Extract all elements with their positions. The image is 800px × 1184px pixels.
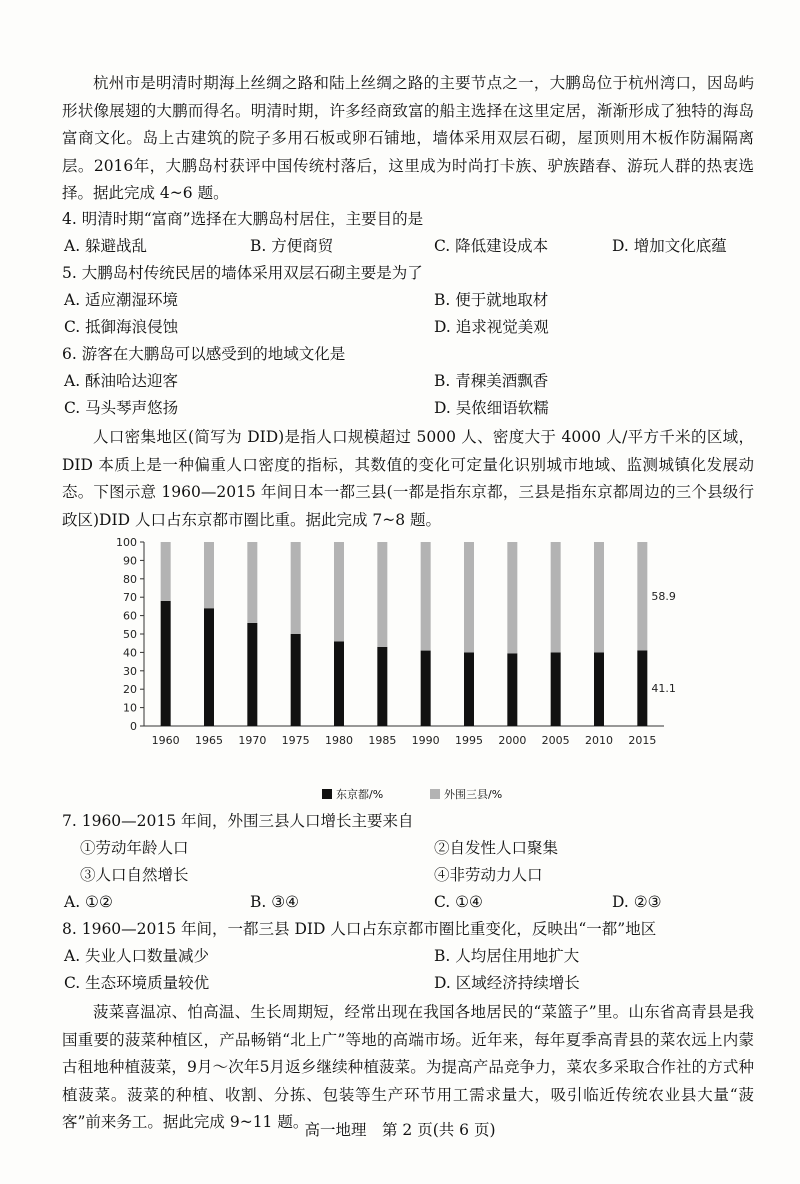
question-8-stem: 8. 1960—2015 年间，一都三县 DID 人口占东京都市圈比重变化，反映出“一都”地区 <box>62 920 657 938</box>
passage-did-population: 人口密集地区(简写为 DID)是指人口规模超过 5000 人、密度大于 4000 人/平方千米的区域，DID 本质上是一种偏重人口密度的指标，其数值的变化可定量化识别城市地域、监测城镇化发展动态。下图示意 1960—2015 年间日本一都三县(一都是指东京都，三县是指东京都周边的三个县级行政区)DID 人口占东京都市圈比重。据此完成 7~8 题。 <box>62 428 754 529</box>
question-6-stem: 6. 游客在大鹏岛可以感受到的地域文化是 <box>62 345 346 363</box>
question-5-stem: 5. 大鹏岛村传统民居的墙体采用双层石砌主要是为了 <box>62 264 423 282</box>
bar-tokyo <box>247 623 257 726</box>
q7-option-b: B. ③④ <box>250 893 300 911</box>
bar-outer-prefectures <box>464 542 474 652</box>
q5-option-c: C. 抵御海浪侵蚀 <box>64 318 179 336</box>
q4-option-a: A. 躲避战乱 <box>64 237 148 255</box>
bar-tokyo <box>421 651 431 726</box>
bar-outer-prefectures <box>421 542 431 651</box>
x-tick-label: 1975 <box>281 734 310 747</box>
legend-label-outer: 外围三县/% <box>444 788 503 801</box>
bar-tokyo <box>334 641 344 726</box>
x-tick-label: 1960 <box>151 734 180 747</box>
bar-outer-prefectures <box>334 542 344 641</box>
bar-outer-prefectures <box>594 542 604 652</box>
q7-option-a: A. ①② <box>64 893 113 911</box>
bar-tokyo <box>594 652 604 726</box>
bar-tokyo <box>291 634 301 726</box>
q6-option-b: B. 青稞美酒飘香 <box>434 372 549 390</box>
y-tick-label: 60 <box>123 609 137 623</box>
x-tick-label: 1995 <box>455 734 483 747</box>
question-7-stem: 7. 1960—2015 年间，外围三县人口增长主要来自 <box>62 812 414 830</box>
bar-outer-prefectures <box>551 542 561 652</box>
legend-item-tokyo <box>322 786 383 802</box>
y-tick-label: 40 <box>123 646 137 660</box>
x-tick-label: 1985 <box>368 734 397 747</box>
q8-option-b: B. 人均居住用地扩大 <box>434 947 580 965</box>
bar-outer-prefectures <box>204 542 214 608</box>
x-tick-label: 2000 <box>498 734 527 747</box>
bar-tokyo <box>161 601 171 726</box>
legend-swatch-outer <box>430 789 440 799</box>
q7-item-1: ①劳动年龄人口 <box>80 839 189 857</box>
y-tick-label: 50 <box>123 628 137 641</box>
passage-dapeng-island: 杭州市是明清时期海上丝绸之路和陆上丝绸之路的主要节点之一，大鹏岛位于杭州湾口，因岛屿形状像展翅的大鹏而得名。明清时期，许多经商致富的船主选择在这里定居，渐渐形成了独特的海岛富商文化。岛上古建筑的院子多用石板或卵石铺地，墙体采用双层石砌，屋顶则用木板作防漏隔离层。2016年，大鹏岛村获评中国传统村落后，这里成为时尚打卡族、驴族踏春、游玩人群的热衷选择。据此完成 4~6 题。 <box>62 74 754 202</box>
x-tick-label: 1980 <box>325 734 353 747</box>
bar-outer-prefectures <box>377 542 387 647</box>
bar-tokyo <box>204 608 214 726</box>
bar-tokyo <box>507 653 517 726</box>
y-tick-label: 20 <box>123 683 137 697</box>
q6-option-d: D. 吴侬细语软糯 <box>434 399 549 417</box>
q5-option-b: B. 便于就地取材 <box>434 291 549 309</box>
y-tick-label: 30 <box>123 664 137 678</box>
q7-item-2: ②自发性人口聚集 <box>434 839 559 857</box>
q6-option-a: A. 酥油哈达迎客 <box>64 372 179 390</box>
question-4-stem: 4. 明清时期“富商”选择在大鹏岛村居住，主要目的是 <box>62 210 424 228</box>
y-tick-label: 100 <box>116 536 137 549</box>
y-tick-label: 90 <box>123 554 137 568</box>
bar-outer-prefectures <box>291 542 301 634</box>
q4-option-b: B. 方便商贸 <box>250 237 334 255</box>
legend-swatch-tokyo <box>322 789 332 799</box>
bar-outer-prefectures <box>161 542 171 601</box>
legend-item-outer-prefectures <box>430 786 502 802</box>
did-stacked-bar-chart <box>110 532 710 782</box>
page-footer: 高一地理 第 2 页(共 6 页) <box>304 1121 496 1139</box>
x-tick-label: 1965 <box>195 734 223 747</box>
q4-option-c: C. 降低建设成本 <box>434 237 549 255</box>
passage-spinach: 菠菜喜温凉、怕高温、生长周期短，经常出现在我国各地居民的“菜篮子”里。山东省高青县是我国重要的菠菜种植区，产品畅销“北上广”等地的高端市场。近年来，每年夏季高青县的菜农远上内蒙古租地种植菠菜，9月～次年5月返乡继续种植菠菜。为提高产品竞争力，菜农多采取合作社的方式种植菠菜。菠菜的种植、收割、分拣、包装等生产环节用工需求量大，吸引临近传统农业县大量“菠客”前来务工。据此完成 9~11 题。 <box>62 1003 754 1131</box>
q7-option-c: C. ①④ <box>434 893 483 911</box>
bar-outer-prefectures <box>247 542 257 623</box>
q8-option-d: D. 区域经济持续增长 <box>434 974 580 992</box>
q7-item-3: ③人口自然增长 <box>80 866 189 884</box>
bar-tokyo <box>464 652 474 726</box>
x-tick-label: 1970 <box>238 734 267 747</box>
legend-label-tokyo: 东京都/% <box>336 788 384 801</box>
q7-option-d: D. ②③ <box>612 893 662 911</box>
q7-item-4: ④非劳动力人口 <box>434 866 543 884</box>
x-tick-label: 2005 <box>541 734 570 747</box>
q6-option-c: C. 马头琴声悠扬 <box>64 399 179 417</box>
y-tick-label: 80 <box>123 572 137 586</box>
y-tick-label: 10 <box>123 701 137 715</box>
q8-option-a: A. 失业人口数量减少 <box>64 947 210 965</box>
bar-outer-prefectures <box>507 542 517 653</box>
x-tick-label: 2010 <box>585 734 613 747</box>
q5-option-d: D. 追求视觉美观 <box>434 318 549 336</box>
y-tick-label: 70 <box>123 591 137 605</box>
x-tick-label: 1990 <box>411 734 440 747</box>
bar-tokyo <box>551 652 561 726</box>
data-label-tokyo-2015: 41.1 <box>651 682 676 696</box>
y-tick-label: 0 <box>130 720 137 733</box>
bar-outer-prefectures <box>637 542 647 650</box>
x-tick-label: 2015 <box>628 734 657 747</box>
q8-option-c: C. 生态环境质量较优 <box>64 974 210 992</box>
data-label-outer-2015: 58.9 <box>651 590 676 604</box>
bar-tokyo <box>637 650 647 726</box>
q5-option-a: A. 适应潮湿环境 <box>64 291 179 309</box>
bar-tokyo <box>377 647 387 726</box>
q4-option-d: D. 增加文化底蕴 <box>612 237 727 255</box>
